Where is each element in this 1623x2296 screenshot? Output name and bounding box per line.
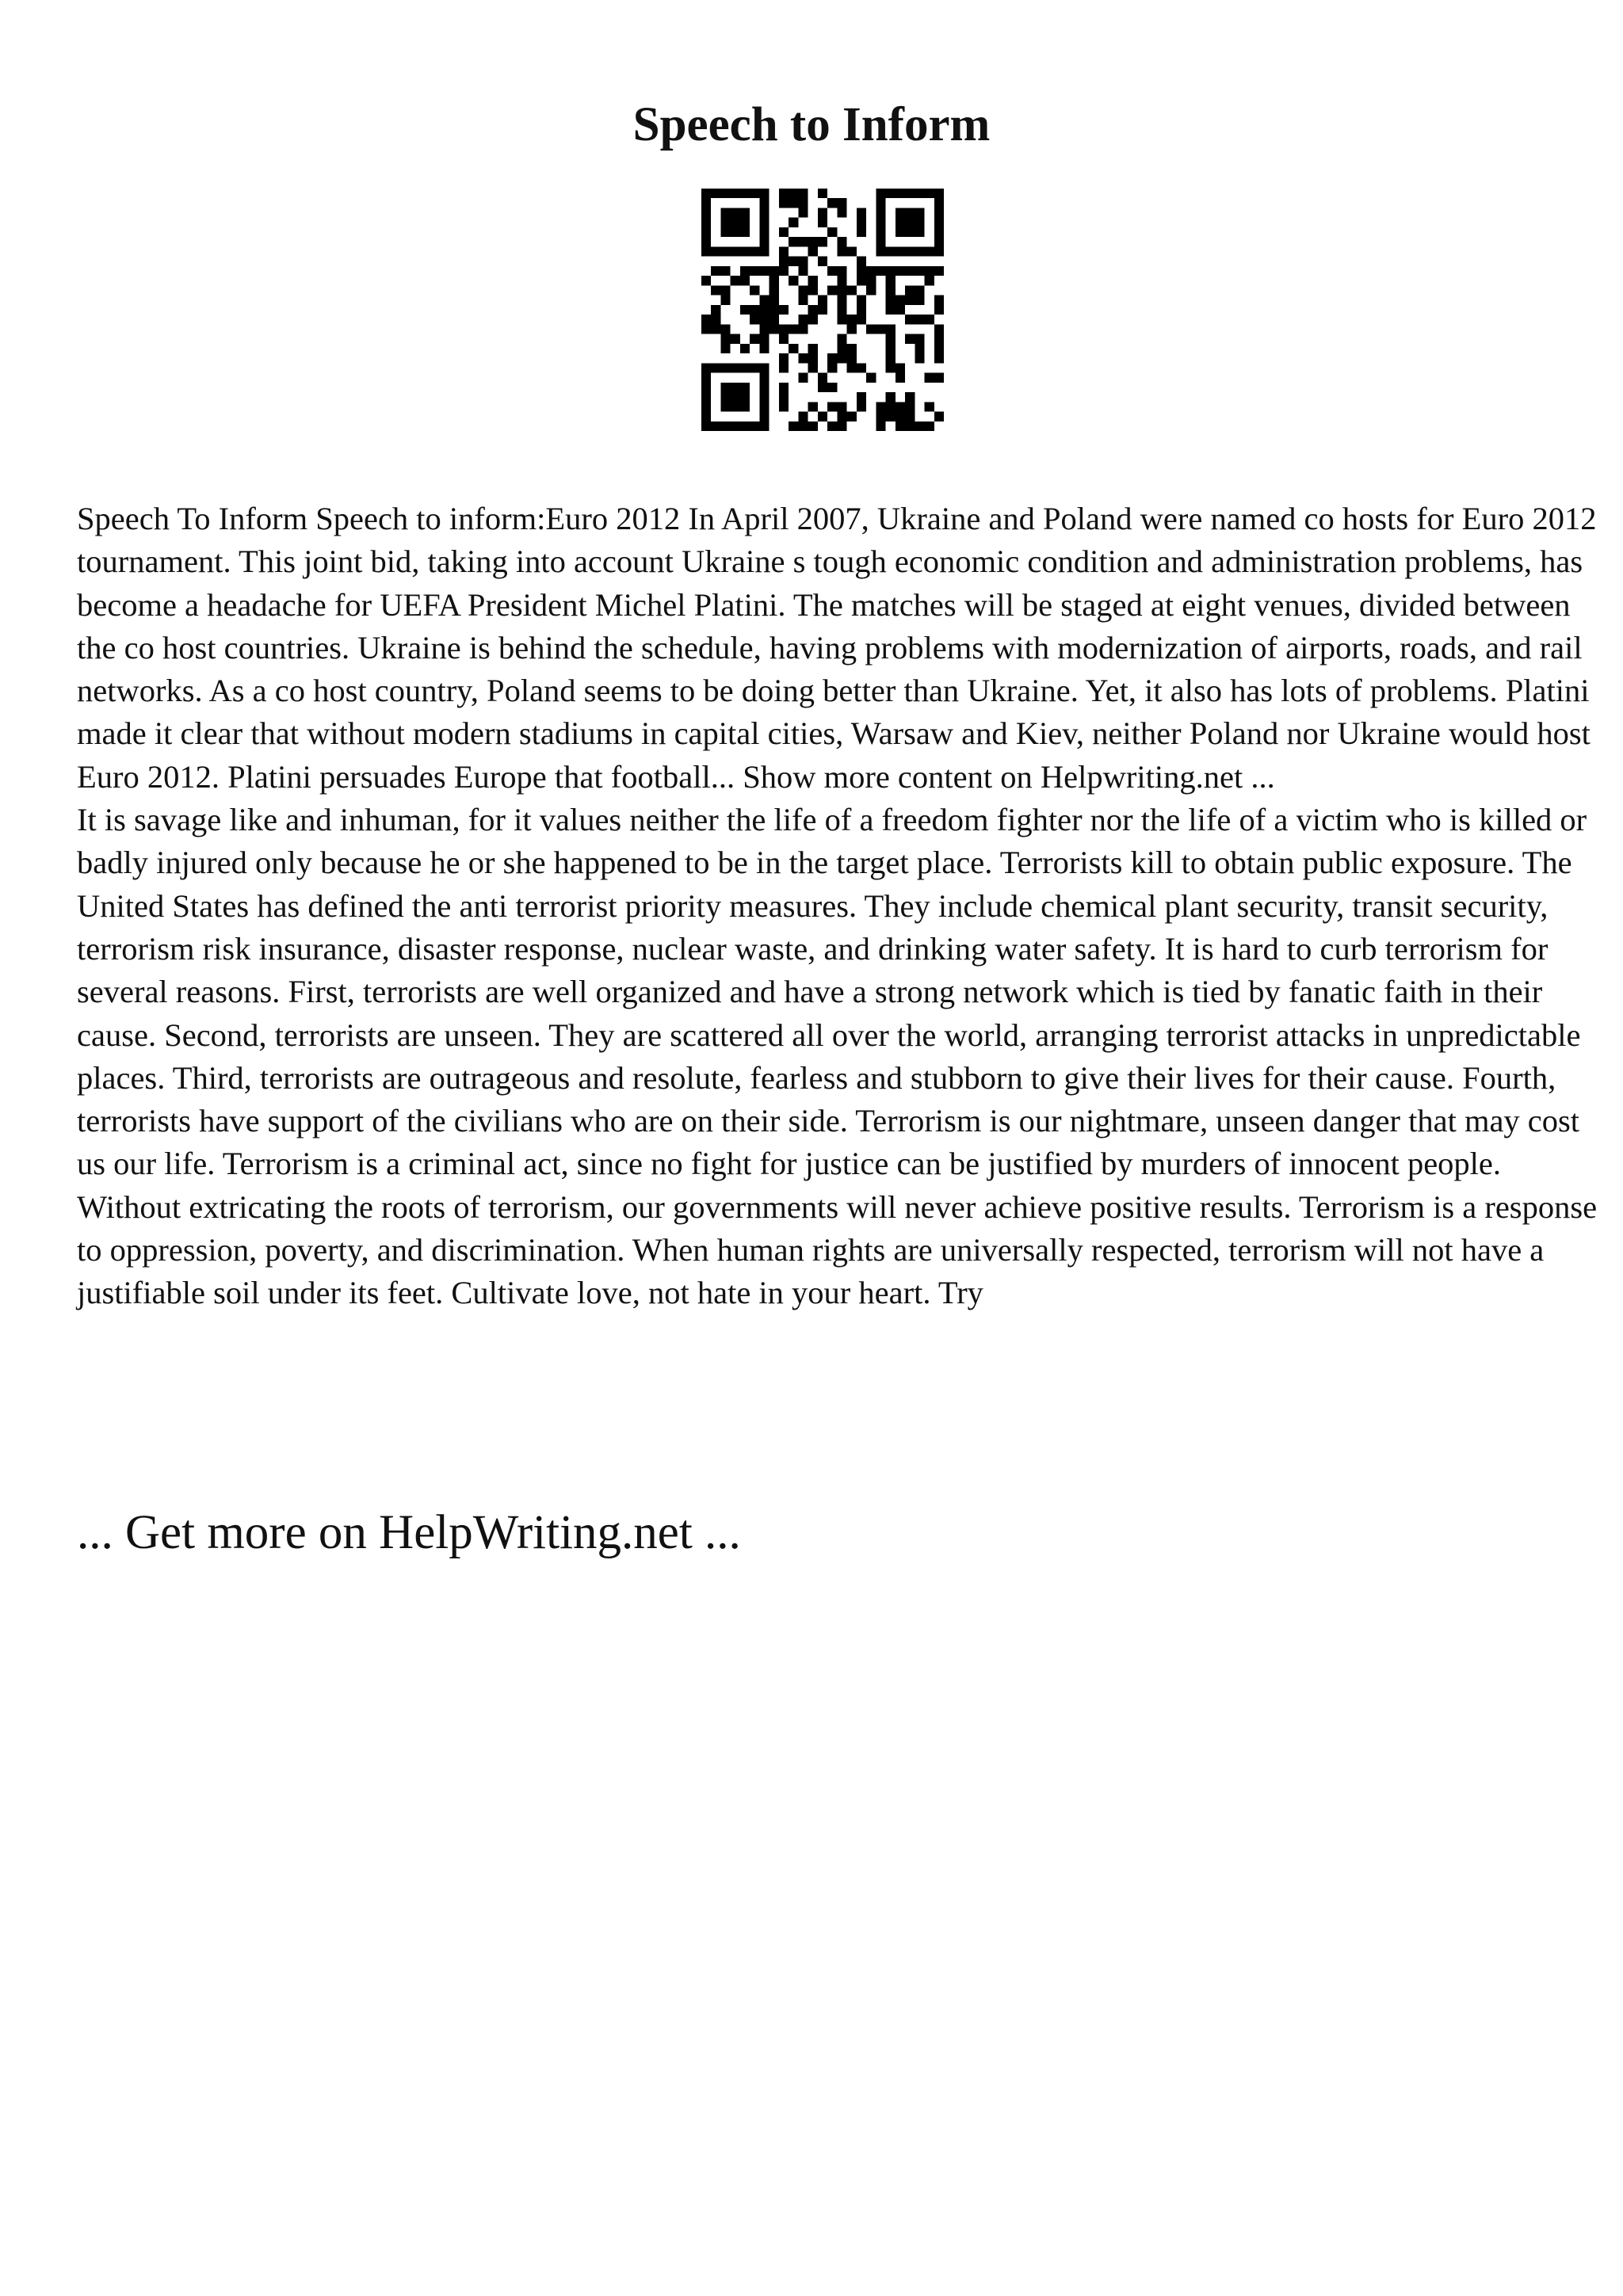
qr-code-icon[interactable] xyxy=(701,189,944,431)
qr-code-graphic xyxy=(701,189,944,431)
paragraph-2: It is savage like and inhuman, for it values neither the life of a freedom fighter nor the life of a victim who is killed or badly injured only because he or she happened to be in the target place. Terrorists kill to obtain public exposure. The United States has defined the anti terrorist priority measures. They include chemical plant security, transit security, terrorism risk insurance, disaster response, nuclear waste, and drinking water safety. It is hard to curb terrorism for several reasons. First, terrorists are well organized and have a strong network which is tied by fanatic faith in their cause. Second, terrorists are unseen. They are scattered all over the world, arranging terrorist attacks in unpredictable places. Third, terrorists are outrageous and resolute, fearless and stubborn to give their lives for their cause. Fourth, terrorists have support of the civilians who are on their side. Terrorism is our nightmare, unseen danger that may cost us our life. Terrorism is a criminal act, since no fight for justice can be justified by murders of innocent people. Without extricating the roots of terrorism, our governments will never achieve positive results. Terrorism is a response to oppression, poverty, and discrimination. When human rights are universally respected, terrorism will not have a justifiable soil under its feet. Cultivate love, not hate in your heart. Try xyxy=(77,802,1598,1311)
page-title: Speech to Inform xyxy=(632,98,991,151)
paragraph-1: Speech To Inform Speech to inform:Euro 2012 In April 2007, Ukraine and Poland were named co hosts for Euro 2012 tournament. This joint bid, taking into account Ukraine s tough economic condition and administration problems, has become a headache for UEFA President Michel Platini. The matches will be staged at eight venues, divided between the co host countries. Ukraine is behind the schedule, having problems with modernization of airports, roads, and rail networks. As a co host country, Poland seems to be doing better than Ukraine. Yet, it also has lots of problems. Platini made it clear that without modern stadiums in capital cities, Warsaw and Kiev, neither Poland nor Ukraine would host Euro 2012. Platini persuades Europe that football... Show more content on Helpwriting.net ... xyxy=(77,501,1597,795)
get-more-link[interactable]: ... Get more on HelpWriting.net ... xyxy=(77,1506,741,1559)
article-body xyxy=(77,498,1602,1315)
